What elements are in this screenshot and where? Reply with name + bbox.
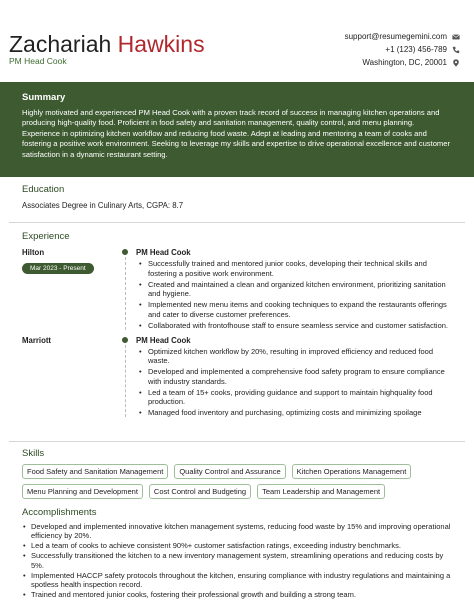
job-meta — [22, 336, 122, 420]
job-title: PM Head Cook — [136, 248, 191, 257]
last-name: Hawkins — [117, 31, 205, 57]
skill-tag: Cost Control and Budgeting — [149, 484, 251, 499]
skills-title: Skills — [22, 448, 45, 459]
timeline-dot — [122, 337, 128, 343]
timeline-dot — [122, 249, 128, 255]
education-section — [0, 184, 474, 210]
contact-info — [260, 30, 460, 69]
accomplishments-list — [22, 522, 452, 600]
list-item: • Developed and implemented a comprehensive food safety program to ensure compliance with industry standards. — [136, 367, 452, 386]
job-role: PM Head Cook — [9, 56, 67, 66]
list-item: • Successfully trained and mentored junior cooks, developing their technical skills and fostering a positive work environment. — [136, 259, 452, 278]
candidate-name — [9, 31, 205, 57]
skills-list — [22, 464, 442, 499]
list-item: • Managed food inventory and purchasing, optimizing costs and minimizing spoilage — [136, 408, 452, 418]
contact-phone[interactable] — [260, 43, 460, 56]
summary-section — [0, 82, 474, 177]
list-item: • Developed and implemented innovative kitchen management systems, reducing food waste by 15% and improving operational efficiency by 20%. — [22, 522, 452, 541]
list-item: • Led a team of cooks to achieve consistent 90%+ customer satisfaction ratings, exceeding industry benchmarks. — [22, 541, 452, 550]
job-entry — [22, 336, 452, 420]
list-item: • Optimized kitchen workflow by 20%, resulting in improved efficiency and reduced food waste. — [136, 347, 452, 366]
job-details — [122, 248, 452, 332]
first-name: Zachariah — [9, 31, 112, 57]
job-bullets — [136, 347, 452, 418]
skill-tag: Food Safety and Sanitation Management — [22, 464, 168, 479]
skill-tag: Quality Control and Assurance — [174, 464, 285, 479]
skill-tag: Team Leadership and Management — [257, 484, 385, 499]
phone-icon — [452, 46, 460, 54]
skill-tag: Kitchen Operations Management — [292, 464, 412, 479]
experience-title: Experience — [22, 231, 70, 242]
resume-header — [0, 0, 474, 82]
accomplishments-title: Accomplishments — [22, 507, 97, 518]
email-text: support@resumegemini.com — [344, 32, 447, 41]
summary-title: Summary — [22, 92, 66, 103]
job-bullets — [136, 259, 452, 330]
list-item: • Trained and mentored junior cooks, fostering their professional growth and building a strong team. — [22, 590, 452, 599]
skill-tag: Menu Planning and Development — [22, 484, 143, 499]
list-item: • Created and maintained a clean and organized kitchen environment, prioritizing sanitation and hygiene. — [136, 280, 452, 299]
list-item: • Led a team of 15+ cooks, providing guidance and support to maintain highquality food production. — [136, 388, 452, 407]
experience-section — [0, 231, 474, 419]
education-title: Education — [22, 184, 65, 195]
contact-location — [260, 56, 460, 69]
location-icon — [452, 59, 460, 67]
list-item: • Implemented new menu items and cooking techniques to expand the restaurants offerings and cater to diverse customer preferences. — [136, 300, 452, 319]
contact-email[interactable] — [260, 30, 460, 43]
section-divider — [9, 222, 465, 223]
section-divider — [9, 441, 465, 442]
education-degree: Associates Degree in Culinary Arts, CGPA: 8.7 — [22, 201, 184, 210]
job-title: PM Head Cook — [136, 335, 191, 345]
skills-section — [0, 448, 474, 499]
date-badge: Mar 2023 - Present — [22, 263, 94, 274]
job-entry — [22, 248, 452, 332]
company-name: Hilton — [22, 248, 45, 257]
timeline-line — [125, 345, 126, 418]
mail-icon — [452, 33, 460, 41]
accomplishments-section — [0, 507, 474, 600]
job-meta — [22, 248, 122, 332]
list-item: • Collaborated with frontofhouse staff to ensure seamless service and customer satisfaction. — [136, 321, 452, 331]
phone-text: +1 (123) 456-789 — [385, 45, 447, 54]
list-item: • Implemented HACCP safety protocols throughout the kitchen, ensuring compliance with industry regulations and maintaining a spotless health inspection record. — [22, 571, 452, 590]
company-name: Marriott — [22, 335, 52, 345]
job-details — [122, 336, 452, 420]
list-item: • Successfully transitioned the kitchen to a new inventory management system, streamlining operations and reducing costs by 5%. — [22, 551, 452, 570]
summary-text: Highly motivated and experienced PM Head Cook with a proven track record of success in managing kitchen operations and producing high-quality food. Proficient in food safety and sanitation management, quality control, and menu planning. Experience in optimizing kitchen workflow and reducing food waste. Adept at leading and mentoring a team of cooks and fostering a positive work environment. Seeking to leverage my skills and expertise to drive operational excellence and customer satisfaction in a dynamic restaurant setting. — [22, 108, 451, 159]
location-text: Washington, DC, 20001 — [362, 58, 447, 67]
timeline-line — [125, 257, 126, 330]
